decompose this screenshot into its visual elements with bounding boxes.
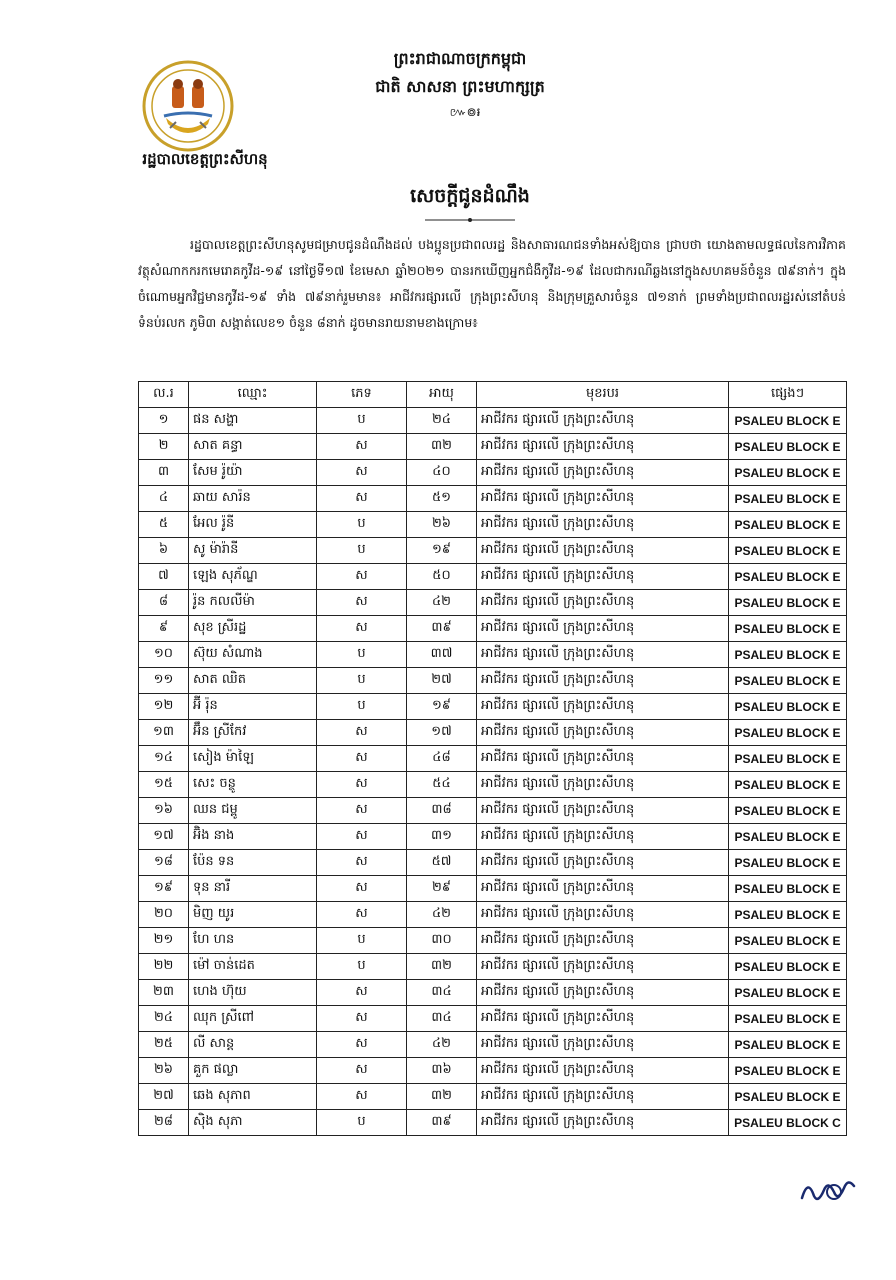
row-age: ៥០ (407, 564, 477, 590)
row-age: ៣០ (407, 928, 477, 954)
row-sex: ស (317, 850, 407, 876)
row-name: ឈុក ស្រីពៅ (189, 1006, 317, 1032)
row-sex: ស (317, 1058, 407, 1084)
row-occupation: អាជីវករ ផ្សារលើ ក្រុងព្រះសីហនុ (477, 590, 729, 616)
row-sex: ស (317, 902, 407, 928)
row-name: គួក ផល្លា (189, 1058, 317, 1084)
row-sex: ស (317, 1006, 407, 1032)
row-age: ២៧ (407, 668, 477, 694)
row-occupation: អាជីវករ ផ្សារលើ ក្រុងព្រះសីហនុ (477, 1032, 729, 1058)
row-name: សេះ ចន្ថូ (189, 772, 317, 798)
row-number: ៣ (139, 460, 189, 486)
row-occupation: អាជីវករ ផ្សារលើ ក្រុងព្រះសីហនុ (477, 928, 729, 954)
table-row (139, 590, 847, 616)
row-age: ៤៨ (407, 746, 477, 772)
row-occupation: អាជីវករ ផ្សារលើ ក្រុងព្រះសីហនុ (477, 980, 729, 1006)
table-row (139, 512, 847, 538)
row-name: ស៊ិង សុភា (189, 1110, 317, 1136)
row-name: មិញ យូរ (189, 902, 317, 928)
row-occupation: អាជីវករ ផ្សារលើ ក្រុងព្រះសីហនុ (477, 434, 729, 460)
row-location: PSALEU BLOCK E (729, 1006, 847, 1032)
row-occupation: អាជីវករ ផ្សារលើ ក្រុងព្រះសីហនុ (477, 512, 729, 538)
row-age: ១៩ (407, 538, 477, 564)
table-row (139, 408, 847, 434)
row-age: ៥១ (407, 486, 477, 512)
row-name: រ៉ូន កលលីម៉ា (189, 590, 317, 616)
row-location: PSALEU BLOCK E (729, 980, 847, 1006)
row-location: PSALEU BLOCK E (729, 512, 847, 538)
row-occupation: អាជីវករ ផ្សារលើ ក្រុងព្រះសីហនុ (477, 408, 729, 434)
row-age: ១៩ (407, 694, 477, 720)
row-occupation: អាជីវករ ផ្សារលើ ក្រុងព្រះសីហនុ (477, 564, 729, 590)
row-occupation: អាជីវករ ផ្សារលើ ក្រុងព្រះសីហនុ (477, 772, 729, 798)
table-row (139, 564, 847, 590)
row-age: ៥៧ (407, 850, 477, 876)
row-occupation: អាជីវករ ផ្សារលើ ក្រុងព្រះសីហនុ (477, 642, 729, 668)
row-sex: ស (317, 590, 407, 616)
row-age: ២៦ (407, 512, 477, 538)
row-occupation: អាជីវករ ផ្សារលើ ក្រុងព្រះសីហនុ (477, 460, 729, 486)
row-name: សាត ឈិត (189, 668, 317, 694)
row-name: សូ ម៉ារ៉ានី (189, 538, 317, 564)
row-sex: ស (317, 824, 407, 850)
table-row (139, 980, 847, 1006)
row-age: ៣២ (407, 434, 477, 460)
row-location: PSALEU BLOCK E (729, 850, 847, 876)
table-header-row (139, 382, 847, 408)
row-name: សាត គន្ធា (189, 434, 317, 460)
row-location: PSALEU BLOCK E (729, 564, 847, 590)
row-age: ៤២ (407, 590, 477, 616)
row-sex: ស (317, 772, 407, 798)
row-name: អែល រ៉ូនី (189, 512, 317, 538)
row-number: ១៦ (139, 798, 189, 824)
row-age: ៣៩ (407, 1110, 477, 1136)
row-sex: ប (317, 694, 407, 720)
table-row (139, 538, 847, 564)
header-name: ឈ្មោះ (189, 382, 317, 408)
row-sex: ស (317, 1032, 407, 1058)
row-age: ១៧ (407, 720, 477, 746)
row-sex: ស (317, 980, 407, 1006)
row-occupation: អាជីវករ ផ្សារលើ ក្រុងព្រះសីហនុ (477, 876, 729, 902)
row-sex: ស (317, 1084, 407, 1110)
row-occupation: អាជីវករ ផ្សារលើ ក្រុងព្រះសីហនុ (477, 746, 729, 772)
row-name: ឡេង សុភ័ណ្ឌ (189, 564, 317, 590)
row-occupation: អាជីវករ ផ្សារលើ ក្រុងព្រះសីហនុ (477, 850, 729, 876)
row-location: PSALEU BLOCK E (729, 460, 847, 486)
table-row (139, 616, 847, 642)
row-occupation: អាជីវករ ផ្សារលើ ក្រុងព្រះសីហនុ (477, 1084, 729, 1110)
row-location: PSALEU BLOCK E (729, 694, 847, 720)
row-sex: ប (317, 408, 407, 434)
table-row (139, 902, 847, 928)
row-location: PSALEU BLOCK E (729, 720, 847, 746)
row-name: សែម រ៉ូយ៉ា (189, 460, 317, 486)
row-sex: ប (317, 512, 407, 538)
table-row (139, 434, 847, 460)
row-age: ៣៧ (407, 642, 477, 668)
row-name: អ៊ី រ៉ុន (189, 694, 317, 720)
row-age: ៣១ (407, 824, 477, 850)
row-number: ២០ (139, 902, 189, 928)
row-age: ៣៤ (407, 1006, 477, 1032)
row-sex: ស (317, 616, 407, 642)
table-row (139, 642, 847, 668)
row-number: ២៣ (139, 980, 189, 1006)
row-occupation: អាជីវករ ផ្សារលើ ក្រុងព្រះសីហនុ (477, 486, 729, 512)
row-age: ៣៤ (407, 980, 477, 1006)
row-location: PSALEU BLOCK E (729, 642, 847, 668)
table-row (139, 954, 847, 980)
row-number: ១ (139, 408, 189, 434)
row-occupation: អាជីវករ ផ្សារលើ ក្រុងព្រះសីហនុ (477, 1006, 729, 1032)
table-row (139, 1032, 847, 1058)
row-age: ៤២ (407, 1032, 477, 1058)
row-name: ឈន ជម្ពូ (189, 798, 317, 824)
table-row (139, 1058, 847, 1084)
row-number: ១៨ (139, 850, 189, 876)
row-location: PSALEU BLOCK E (729, 928, 847, 954)
row-name: ហេង ហ៊ុយ (189, 980, 317, 1006)
row-number: ១០ (139, 642, 189, 668)
row-location: PSALEU BLOCK E (729, 876, 847, 902)
row-age: ៤២ (407, 902, 477, 928)
row-number: ១៤ (139, 746, 189, 772)
row-number: ២៤ (139, 1006, 189, 1032)
table-row (139, 798, 847, 824)
row-age: ៤០ (407, 460, 477, 486)
row-location: PSALEU BLOCK E (729, 746, 847, 772)
row-location: PSALEU BLOCK E (729, 1058, 847, 1084)
row-occupation: អាជីវករ ផ្សារលើ ក្រុងព្រះសីហនុ (477, 798, 729, 824)
row-age: ៣៨ (407, 798, 477, 824)
row-sex: ស (317, 564, 407, 590)
row-sex: ប (317, 668, 407, 694)
row-number: ៨ (139, 590, 189, 616)
row-occupation: អាជីវករ ផ្សារលើ ក្រុងព្រះសីហនុ (477, 616, 729, 642)
row-occupation: អាជីវករ ផ្សារលើ ក្រុងព្រះសីហនុ (477, 824, 729, 850)
row-sex: ប (317, 954, 407, 980)
kingdom-heading: ព្រះរាជាណាចក្រកម្ពុជា (393, 49, 527, 68)
row-number: ១២ (139, 694, 189, 720)
row-location: PSALEU BLOCK C (729, 1110, 847, 1136)
row-number: ៧ (139, 564, 189, 590)
row-occupation: អាជីវករ ផ្សារលើ ក្រុងព្រះសីហនុ (477, 1110, 729, 1136)
row-location: PSALEU BLOCK E (729, 486, 847, 512)
row-location: PSALEU BLOCK E (729, 668, 847, 694)
row-name: ទុន នារី (189, 876, 317, 902)
row-location: PSALEU BLOCK E (729, 408, 847, 434)
row-number: ២២ (139, 954, 189, 980)
provincial-seal-logo (142, 60, 234, 152)
table-row (139, 1006, 847, 1032)
title-divider (425, 217, 515, 223)
row-location: PSALEU BLOCK E (729, 616, 847, 642)
row-number: ៤ (139, 486, 189, 512)
header-sex: ភេទ (317, 382, 407, 408)
table-row (139, 460, 847, 486)
row-number: ២៨ (139, 1110, 189, 1136)
national-motto: ជាតិ សាសនា ព្រះមហាក្សត្រ (375, 77, 545, 96)
header-age: អាយុ (407, 382, 477, 408)
row-occupation: អាជីវករ ផ្សារលើ ក្រុងព្រះសីហនុ (477, 538, 729, 564)
table-row (139, 668, 847, 694)
row-age: ៣៦ (407, 1058, 477, 1084)
table-row (139, 772, 847, 798)
row-name: ផន សង្ហា (189, 408, 317, 434)
header-no: ល.រ (139, 382, 189, 408)
row-age: ៣២ (407, 954, 477, 980)
row-location: PSALEU BLOCK E (729, 798, 847, 824)
row-occupation: អាជីវករ ផ្សារលើ ក្រុងព្រះសីហនុ (477, 954, 729, 980)
row-number: ២៥ (139, 1032, 189, 1058)
row-name: ស៊ុយ សំណាង (189, 642, 317, 668)
row-age: ៣២ (407, 1084, 477, 1110)
row-name: ហែ ហន (189, 928, 317, 954)
row-occupation: អាជីវករ ផ្សារលើ ក្រុងព្រះសីហនុ (477, 694, 729, 720)
row-name: អ៊ិង នាង (189, 824, 317, 850)
row-sex: ស (317, 876, 407, 902)
row-sex: ប (317, 1110, 407, 1136)
row-name: ប៉ែន ទន (189, 850, 317, 876)
row-occupation: អាជីវករ ផ្សារលើ ក្រុងព្រះសីហនុ (477, 720, 729, 746)
announcement-body (138, 232, 846, 336)
row-age: ២៤ (407, 408, 477, 434)
case-list-table (138, 381, 847, 1136)
row-occupation: អាជីវករ ផ្សារលើ ក្រុងព្រះសីហនុ (477, 668, 729, 694)
row-name: ឆាយ សារ៉ន (189, 486, 317, 512)
table-row (139, 746, 847, 772)
table-row (139, 876, 847, 902)
row-age: ៥៤ (407, 772, 477, 798)
row-location: PSALEU BLOCK E (729, 954, 847, 980)
table-row (139, 1084, 847, 1110)
row-location: PSALEU BLOCK E (729, 434, 847, 460)
row-number: ៦ (139, 538, 189, 564)
table-row (139, 694, 847, 720)
handwritten-signature (798, 1168, 858, 1208)
row-number: ១៣ (139, 720, 189, 746)
row-location: PSALEU BLOCK E (729, 772, 847, 798)
row-sex: ស (317, 720, 407, 746)
header-occupation: មុខរបរ (477, 382, 729, 408)
row-number: ២ (139, 434, 189, 460)
table-row (139, 1110, 847, 1136)
row-number: ៥ (139, 512, 189, 538)
row-number: ២៧ (139, 1084, 189, 1110)
document-title: សេចក្តីជូនដំណឹង (410, 185, 530, 207)
row-sex: ស (317, 798, 407, 824)
row-number: ១៧ (139, 824, 189, 850)
row-sex: ប (317, 642, 407, 668)
heading-ornament: ៚៙៛ (449, 105, 481, 119)
row-location: PSALEU BLOCK E (729, 1084, 847, 1110)
row-sex: ស (317, 746, 407, 772)
row-sex: ស (317, 460, 407, 486)
row-sex: ស (317, 434, 407, 460)
row-age: ២៩ (407, 876, 477, 902)
row-age: ៣៩ (407, 616, 477, 642)
row-name: ម៉ៅ ចាន់ដេត (189, 954, 317, 980)
table-row (139, 824, 847, 850)
header-other: ផ្សេងៗ (729, 382, 847, 408)
row-location: PSALEU BLOCK E (729, 1032, 847, 1058)
row-number: ៩ (139, 616, 189, 642)
row-occupation: អាជីវករ ផ្សារលើ ក្រុងព្រះសីហនុ (477, 1058, 729, 1084)
table-row (139, 486, 847, 512)
row-location: PSALEU BLOCK E (729, 538, 847, 564)
row-name: សុខ ស្រីរដ្ឋ (189, 616, 317, 642)
row-occupation: អាជីវករ ផ្សារលើ ក្រុងព្រះសីហនុ (477, 902, 729, 928)
table-row (139, 850, 847, 876)
row-name: អ៊ឹន ស្រីកែវ (189, 720, 317, 746)
table-row (139, 928, 847, 954)
row-number: ១៩ (139, 876, 189, 902)
row-number: ២១ (139, 928, 189, 954)
row-location: PSALEU BLOCK E (729, 590, 847, 616)
row-name: ឆេង សុភាព (189, 1084, 317, 1110)
row-number: ២៦ (139, 1058, 189, 1084)
row-sex: ស (317, 486, 407, 512)
row-name: លី សាន្ត (189, 1032, 317, 1058)
table-body (139, 408, 847, 1136)
row-sex: ប (317, 928, 407, 954)
body-paragraph: រដ្ឋបាលខេត្តព្រះសីហនុសូមជម្រាបជូនដំណឹងដល់ បងប្អូនប្រជាពលរដ្ឋ និងសាធារណជនទាំងអស់ឱ្យបាន ជ្រាបថា យោងតាមលទ្ធផលនៃការវិភាគវត្ថុសំណាកករកមេរោគកូវីដ-១៩ នៅថ្ងៃទី១៧ ខែមេសា ឆ្នាំ២០២១ បានរកឃើញអ្នកជំងឺកូវីដ-១៩ ដែលជាករណីឆ្លងនៅក្នុងសហគមន៍ចំនួន ៧៩នាក់។ ក្នុងចំណោមអ្នកវិជ្ជមានកូវីដ-១៩ ទាំង ៧៩នាក់រួមមាន៖ អាជីវករផ្សារលើ ក្រុងព្រះសីហនុ និងក្រុមគ្រួសារចំនួន ៧១នាក់ ព្រមទាំងប្រជាពលរដ្ឋរស់នៅតំបន់ទំនប់រលក ភូមិ៣ សង្កាត់លេខ១ ចំនួន ៨នាក់ ដូចមានរាយនាមខាងក្រោម៖ (138, 237, 846, 330)
table-row (139, 720, 847, 746)
row-number: ១៥ (139, 772, 189, 798)
row-location: PSALEU BLOCK E (729, 824, 847, 850)
issuing-authority: រដ្ឋបាលខេត្តព្រះសីហនុ (142, 150, 268, 168)
row-name: សៀង ម៉ាឡៃ (189, 746, 317, 772)
row-number: ១១ (139, 668, 189, 694)
row-location: PSALEU BLOCK E (729, 902, 847, 928)
row-sex: ប (317, 538, 407, 564)
